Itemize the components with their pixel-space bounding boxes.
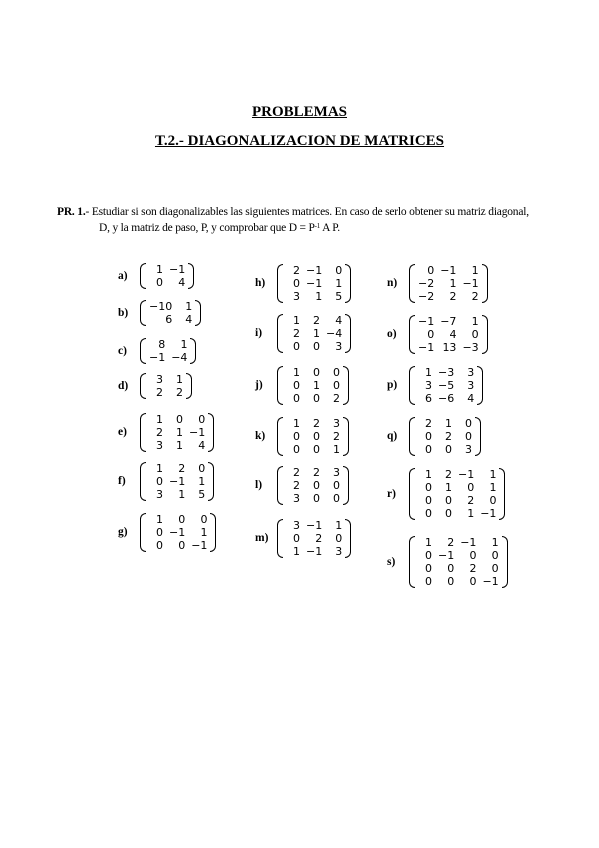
matrix-label: p) — [387, 379, 398, 391]
matrix-cell: 6 — [425, 391, 432, 405]
matrix-cell: 1 — [178, 487, 186, 501]
matrix-cell: 1 — [313, 378, 320, 392]
matrix-item — [255, 417, 349, 456]
matrix-cell: 0 — [425, 562, 432, 575]
matrix-cell: 1 — [425, 365, 432, 379]
matrix-cell: 6 — [165, 313, 173, 326]
matrix-item — [387, 366, 483, 405]
matrix-cell: 0 — [447, 562, 455, 575]
matrix-cell: 0 — [200, 512, 208, 526]
matrix-cell: 8 — [158, 338, 166, 351]
matrix-item — [387, 264, 488, 303]
matrix-cell: 0 — [425, 442, 432, 456]
matrix-cell: 0 — [491, 562, 499, 575]
matrix-cell: 0 — [313, 478, 320, 492]
problem-statement — [57, 204, 567, 236]
matrix-cell: −1 — [482, 575, 499, 588]
matrix-cell: 2 — [425, 416, 432, 430]
matrix-label: a) — [118, 270, 128, 282]
matrix-cell: 3 — [465, 442, 472, 456]
matrix-cell: 0 — [313, 429, 320, 443]
matrix-cell: −2 — [418, 289, 435, 303]
matrix-cell: −6 — [438, 391, 455, 405]
matrix-label: m) — [255, 532, 269, 544]
matrix-cell: 2 — [313, 465, 320, 479]
matrix-cell: 0 — [313, 339, 320, 353]
matrix-cell: 0 — [425, 575, 432, 588]
matrix-cell: 1 — [156, 461, 163, 475]
matrix-label: l) — [255, 479, 263, 491]
matrix-cell: 1 — [198, 474, 206, 488]
matrix — [277, 466, 349, 505]
matrix-cell: 1 — [425, 536, 432, 549]
matrix-item — [118, 373, 192, 399]
matrix-cell: 13 — [442, 340, 457, 354]
matrix-label: j) — [255, 379, 263, 391]
matrix-cell: 0 — [469, 549, 477, 562]
matrix-cell: 0 — [293, 339, 300, 353]
matrix — [277, 417, 349, 456]
matrix-cell: 1 — [315, 289, 323, 303]
matrix-cell: 1 — [176, 438, 183, 452]
matrix-cell: 0 — [425, 507, 432, 520]
matrix-cell: 1 — [156, 412, 163, 426]
matrix-cell: 3 — [333, 416, 340, 430]
problem-line-2 — [57, 220, 567, 236]
matrix-cell: −7 — [440, 314, 457, 328]
matrix-cell: 0 — [465, 429, 472, 443]
matrix-item — [387, 417, 481, 456]
matrix-cell: 2 — [445, 429, 452, 443]
matrix — [409, 417, 481, 456]
matrix — [140, 373, 192, 399]
matrix-cell: 2 — [313, 416, 320, 430]
matrix-cell: 3 — [467, 378, 475, 392]
matrix-cell: 1 — [425, 468, 432, 481]
matrix-cell: 2 — [293, 326, 300, 340]
matrix-cell: 4 — [335, 313, 343, 327]
matrix-label: o) — [387, 328, 397, 340]
matrix — [140, 300, 201, 326]
inverse-superscript: -1 — [314, 222, 321, 230]
matrix-cell: −1 — [418, 340, 435, 354]
matrix-item — [118, 263, 194, 289]
matrix-item — [255, 366, 349, 405]
matrix-cell: −1 — [462, 276, 479, 290]
matrix-cell: 2 — [333, 429, 340, 443]
matrix-cell: 0 — [467, 481, 475, 494]
matrix-cell: −1 — [306, 263, 323, 277]
matrix-cell: 5 — [198, 487, 206, 501]
matrix-cell: 0 — [156, 538, 163, 552]
matrix-cell: 0 — [333, 491, 340, 505]
matrix-cell: 5 — [335, 289, 343, 303]
matrix-label: q) — [387, 430, 398, 442]
matrix — [409, 468, 505, 520]
matrix-cell: 0 — [491, 549, 499, 562]
matrix-item — [118, 513, 216, 552]
matrix-cell: 1 — [333, 442, 340, 456]
matrix-cell: 2 — [178, 461, 186, 475]
problem-text-2a: D, y la matriz de paso, P, y comprobar que D = P — [99, 222, 315, 234]
matrix-item — [255, 466, 349, 505]
matrix-cell: −1 — [169, 525, 186, 539]
matrix-cell: 3 — [293, 518, 300, 532]
matrix-cell: 3 — [467, 365, 475, 379]
matrix-cell: −1 — [306, 276, 323, 290]
matrix — [140, 263, 194, 289]
matrix-cell: −3 — [462, 340, 479, 354]
matrix-cell: 1 — [313, 326, 320, 340]
matrix-cell: 2 — [469, 562, 477, 575]
matrix-cell: 1 — [335, 518, 343, 532]
matrix-label: r) — [387, 488, 396, 500]
page-title: PROBLEMAS — [251, 104, 347, 120]
matrix-cell: 1 — [491, 536, 499, 549]
matrix-cell: 0 — [198, 412, 206, 426]
matrix-cell: −3 — [438, 365, 455, 379]
matrix-label: g) — [118, 526, 128, 538]
matrix-cell: −1 — [169, 263, 186, 276]
matrix-cell: 0 — [156, 474, 163, 488]
matrix — [409, 536, 508, 588]
matrix-cell: 1 — [445, 481, 452, 494]
matrix-cell: 2 — [471, 289, 479, 303]
problem-text-2b: A P. — [320, 222, 340, 234]
matrix-cell: 3 — [156, 487, 163, 501]
matrix-cell: 0 — [176, 412, 183, 426]
matrix-cell: 1 — [185, 300, 193, 313]
matrix-cell: 2 — [293, 465, 300, 479]
matrix-cell: 3 — [293, 491, 300, 505]
matrix-cell: 2 — [467, 494, 475, 507]
matrix-cell: 1 — [176, 373, 183, 386]
matrix-cell: 3 — [335, 544, 343, 558]
matrix-item — [118, 413, 214, 452]
matrix-cell: −1 — [149, 351, 166, 364]
matrix-cell: 0 — [313, 365, 320, 379]
matrix-cell: 4 — [185, 313, 193, 326]
matrix-cell: 4 — [198, 438, 206, 452]
matrix — [140, 513, 216, 552]
matrix-cell: 2 — [176, 386, 183, 399]
matrix-cell: 0 — [427, 263, 435, 277]
matrix-cell: −1 — [460, 536, 477, 549]
matrix-cell: 1 — [293, 416, 300, 430]
matrix-cell: 1 — [180, 338, 188, 351]
matrix-cell: 4 — [449, 327, 457, 341]
matrix-item — [118, 300, 201, 326]
matrix-cell: 3 — [156, 373, 163, 386]
matrix-cell: 4 — [467, 391, 475, 405]
matrix-cell: −1 — [306, 544, 323, 558]
matrix-cell: 0 — [427, 327, 435, 341]
matrix-cell: −1 — [440, 263, 457, 277]
matrix-cell: 0 — [333, 478, 340, 492]
matrix-cell: 1 — [176, 425, 183, 439]
matrix-label: b) — [118, 307, 129, 319]
matrix — [277, 519, 351, 558]
matrix-cell: 1 — [156, 512, 163, 526]
matrix-cell: 0 — [313, 391, 320, 405]
problem-line-1 — [57, 204, 567, 220]
matrix-item — [118, 462, 214, 501]
matrix-cell: 0 — [178, 512, 186, 526]
matrix-cell: 1 — [467, 507, 475, 520]
matrix-item — [255, 519, 351, 558]
matrix-cell: 0 — [445, 442, 452, 456]
matrix-cell: 0 — [425, 429, 432, 443]
matrix-cell: 2 — [156, 425, 163, 439]
matrix-cell: 2 — [333, 391, 340, 405]
matrix-cell: 0 — [333, 378, 340, 392]
matrix-cell: 4 — [178, 276, 186, 289]
matrix-cell: −1 — [418, 314, 435, 328]
matrix-cell: 0 — [333, 365, 340, 379]
matrix-cell: 0 — [489, 494, 497, 507]
matrix-cell: 3 — [425, 378, 432, 392]
matrix-label: c) — [118, 345, 127, 357]
matrix-cell: 3 — [156, 438, 163, 452]
matrix-cell: −2 — [418, 276, 435, 290]
matrix-cell: 0 — [293, 442, 300, 456]
matrix — [409, 264, 488, 303]
matrix-cell: 0 — [447, 575, 455, 588]
matrix-cell: 1 — [293, 313, 300, 327]
matrix-cell: −1 — [169, 474, 186, 488]
matrix-cell: 2 — [315, 531, 323, 545]
matrix-cell: 0 — [445, 494, 452, 507]
matrix-cell: 0 — [335, 263, 343, 277]
matrix-item — [387, 315, 488, 354]
matrix-cell: 1 — [335, 276, 343, 290]
matrix-cell: 0 — [293, 531, 300, 545]
matrix-cell: 0 — [335, 531, 343, 545]
matrix-cell: 0 — [156, 276, 163, 289]
matrix-cell: 0 — [313, 491, 320, 505]
matrix — [409, 366, 483, 405]
matrix-cell: 0 — [293, 276, 300, 290]
matrix-item — [118, 338, 196, 364]
matrix-cell: 3 — [293, 289, 300, 303]
matrix — [277, 366, 349, 405]
matrix-cell: 2 — [293, 263, 300, 277]
matrix-item — [387, 468, 505, 520]
matrix-cell: 0 — [156, 525, 163, 539]
matrix-cell: −1 — [458, 468, 475, 481]
matrix — [140, 338, 196, 364]
matrix-cell: 1 — [156, 263, 163, 276]
matrix-cell: −1 — [191, 538, 208, 552]
matrix-cell: 0 — [471, 327, 479, 341]
matrix-cell: 2 — [293, 478, 300, 492]
matrix-cell: −10 — [149, 300, 173, 313]
matrix-cell: −1 — [480, 507, 497, 520]
matrix-cell: 0 — [293, 391, 300, 405]
matrix-item — [255, 314, 351, 353]
matrix-cell: 2 — [449, 289, 457, 303]
matrix-label: i) — [255, 327, 263, 339]
matrix-cell: 1 — [293, 365, 300, 379]
matrix-cell: −4 — [326, 326, 343, 340]
matrix-label: s) — [387, 556, 396, 568]
problem-number: PR. 1. — [57, 206, 86, 218]
matrix-cell: 1 — [471, 263, 479, 277]
matrix-cell: 0 — [293, 378, 300, 392]
matrix-cell: −5 — [438, 378, 455, 392]
matrix-cell: 0 — [198, 461, 206, 475]
problem-text-1: - Estudiar si son diagonalizables las siguientes matrices. En caso de serlo obtener su matriz diagonal, — [85, 206, 529, 218]
matrix-cell: 0 — [293, 429, 300, 443]
matrix-cell: 0 — [425, 494, 432, 507]
matrix-cell: −1 — [438, 549, 455, 562]
matrix-cell: 0 — [425, 549, 432, 562]
matrix-cell: 0 — [425, 481, 432, 494]
matrix-cell: 1 — [449, 276, 457, 290]
matrix-cell: 1 — [471, 314, 479, 328]
matrix-cell: 2 — [447, 536, 455, 549]
matrix-label: k) — [255, 430, 266, 442]
page-subtitle: T.2.- DIAGONALIZACION DE MATRICES — [154, 133, 445, 149]
matrix-cell: 0 — [469, 575, 477, 588]
matrix-cell: 1 — [445, 416, 452, 430]
matrix-cell: −4 — [171, 351, 188, 364]
matrix-cell: 0 — [313, 442, 320, 456]
matrix-cell: 0 — [445, 507, 452, 520]
matrix-label: d) — [118, 380, 129, 392]
matrix — [409, 315, 488, 354]
matrix-cell: 2 — [156, 386, 163, 399]
matrix-label: e) — [118, 426, 127, 438]
matrix — [277, 314, 351, 353]
matrix-item — [255, 264, 351, 303]
matrix-cell: 3 — [335, 339, 343, 353]
matrix-cell: 1 — [489, 481, 497, 494]
matrix — [140, 462, 214, 501]
matrix-item — [387, 536, 508, 588]
matrix-cell: −1 — [306, 518, 323, 532]
matrix-cell: −1 — [189, 425, 206, 439]
matrix-cell: 3 — [333, 465, 340, 479]
matrix-label: f) — [118, 475, 126, 487]
matrix-cell: 1 — [489, 468, 497, 481]
matrix — [140, 413, 214, 452]
matrix-label: h) — [255, 277, 266, 289]
matrix — [277, 264, 351, 303]
matrix-cell: 0 — [465, 416, 472, 430]
matrix-cell: 1 — [293, 544, 300, 558]
matrix-cell: 1 — [200, 525, 208, 539]
matrix-cell: 2 — [445, 468, 452, 481]
matrix-label: n) — [387, 277, 398, 289]
matrix-cell: 2 — [313, 313, 320, 327]
matrix-cell: 0 — [178, 538, 186, 552]
